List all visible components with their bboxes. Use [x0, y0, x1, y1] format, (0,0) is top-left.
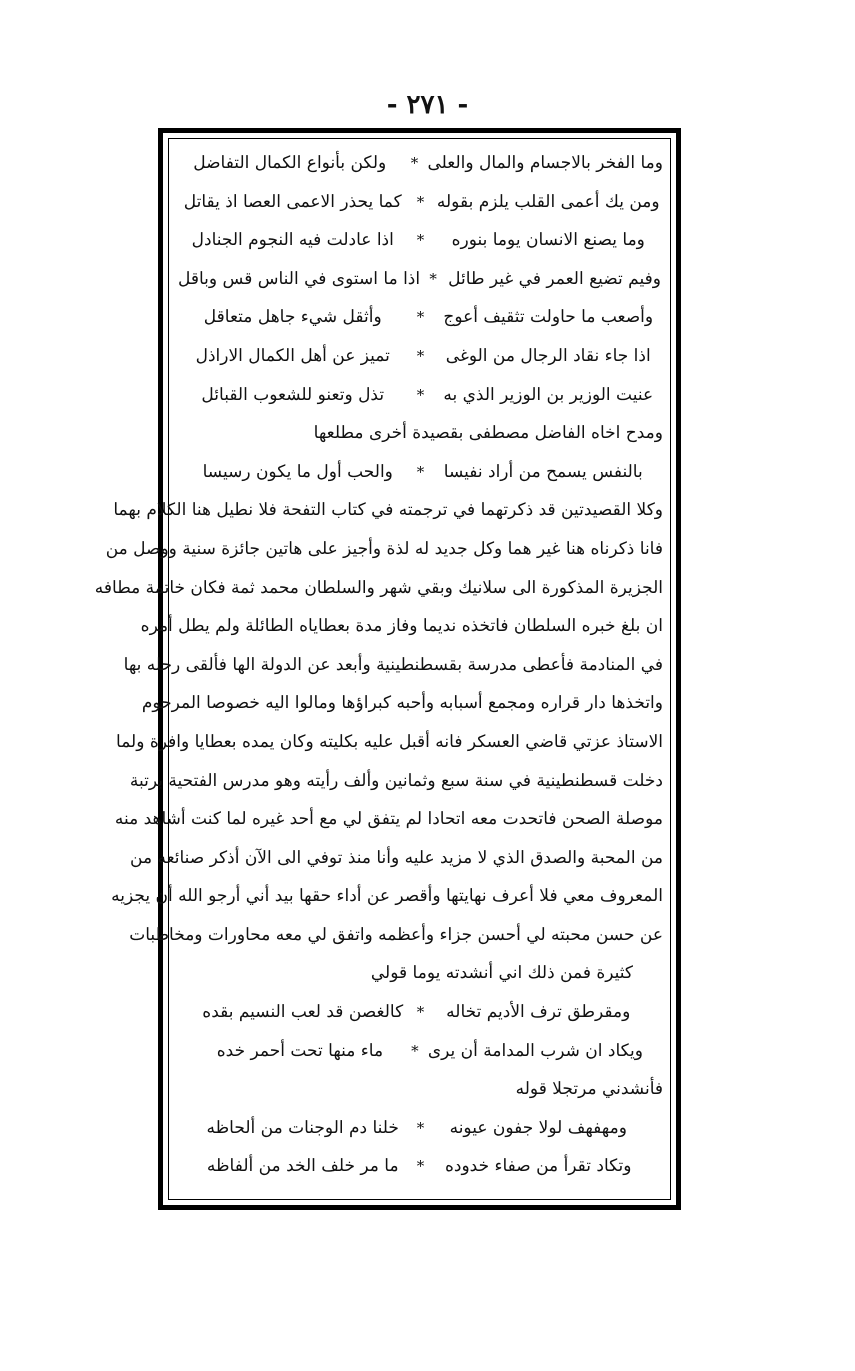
verse-separator-star: *: [416, 231, 425, 250]
opening-verse: [178, 453, 663, 492]
hemistich-first: ومن يك أعمى القلب يلزم بقوله: [436, 191, 660, 212]
paragraph-line: وكلا القصيدتين قد ذكرتهما في ترجمته في كتاب التفحة فلا نطيل هنا الكلام بهما: [113, 500, 663, 521]
verse-line: [178, 221, 663, 260]
verse-line: [178, 298, 663, 337]
hemistich-second: وأثقل شيء جاهل متعاقل: [203, 307, 382, 328]
hemistich-first: وفيم تضيع العمر في غير طائل: [448, 268, 661, 289]
hemistich-second: تميز عن أهل الكمال الاراذل: [195, 345, 390, 366]
paragraph-line: من المحبة والصدق الذي لا مزيد عليه وأنا منذ توفي الى الآن أذكر صنائعه من: [130, 847, 663, 868]
hemistich-first: ومقرطق ترف الأديم تخاله: [446, 1002, 631, 1023]
intro-line: ومدح اخاه الفاضل مصطفى بقصيدة أخرى مطلعها: [313, 423, 663, 444]
hemistich-first: وأصعب ما حاولت تثقيف أعوج: [443, 307, 654, 328]
paragraph-line: كثيرة فمن ذلك اني أنشدته يوما قولي: [370, 963, 633, 984]
page-number: - ٢٧١ -: [386, 90, 469, 120]
hemistich-second: اذا ما استوى في الناس قس وباقل: [178, 268, 421, 289]
verse-separator-star: *: [416, 1003, 425, 1022]
verse-line: [178, 183, 663, 222]
hemistich-second: كالغصن قد لعب النسيم بقده: [202, 1002, 404, 1023]
hemistich-second: كما يحذر الاعمى العصا اذ يقاتل: [183, 191, 402, 212]
verse-separator-star: *: [416, 385, 425, 404]
hemistich-first: ومهفهف لولا جفون عيونه: [449, 1117, 627, 1138]
paragraph-line: عن حسن محبته لي أحسن جزاء وأعظمه واتفق لي معه محاورات ومخاطبات: [129, 924, 663, 945]
verse-separator-star: *: [416, 1157, 425, 1176]
paragraph-line: واتخذها دار قراره ومجمع أسبابه وأحبه كبراؤها ومالوا اليه خصوصا المرحوم: [141, 693, 663, 714]
verse-line: [178, 260, 663, 299]
paragraph-line: موصلة الصحن فاتحدت معه اتحادا لم يتفق لي مع أحد غيره لما كنت أشاهد منه: [114, 809, 663, 830]
paragraph-line: الجزيرة المذكورة الى سلانيك وبقي شهر والسلطان محمد ثمة فكان خاتمة مطافه: [94, 577, 663, 598]
verse-separator-star: *: [411, 1041, 419, 1060]
verse-separator-star: *: [410, 154, 419, 172]
paragraph-line: الاستاذ عزتي قاضي العسكر فانه أقبل عليه بكليته وكان يمده بعطايا وافرة ولما: [116, 731, 663, 752]
hemistich-second: والحب أول ما يكون رسيسا: [202, 461, 393, 482]
hemistich-second: ولكن بأنواع الكمال التفاضل: [193, 153, 387, 173]
paragraph-line: ان بلغ خبره السلطان فاتخذه نديما وفاز مدة بعطاياه الطائلة ولم يطل أمره: [140, 616, 663, 637]
paragraph-line: فانا ذكرناه هنا غير هما وكل جديد له لذة وأجيز على هاتين جائزة سنية ووصل من: [105, 538, 663, 559]
hemistich-first: وما الفخر بالاجسام والمال والعلى: [427, 153, 663, 173]
biography-paragraph: [94, 491, 663, 993]
verses-author: [178, 993, 663, 1070]
verse-line: [178, 1109, 663, 1148]
verse-line: [178, 144, 663, 183]
recite-line: فأنشدني مرتجلا قوله: [515, 1079, 663, 1100]
verse-separator-star: *: [416, 346, 425, 365]
verse-separator-star: *: [416, 462, 425, 481]
hemistich-second: اذا عادلت فيه النجوم الجنادل: [191, 230, 394, 251]
verse-separator-star: *: [416, 1118, 425, 1137]
hemistich-first: عنيت الوزير بن الوزير الذي به: [443, 384, 654, 405]
verses-praise-vizier: [178, 144, 663, 414]
hemistich-second: خلنا دم الوجنات من ألحاظه: [206, 1117, 399, 1138]
hemistich-second: ما مر خلف الخد من ألفاظه: [206, 1156, 399, 1177]
hemistich-second: ماء منها تحت أحمر خده: [216, 1040, 384, 1061]
verse-line: [178, 1032, 663, 1071]
verse-line: [178, 337, 663, 376]
verse-separator-star: *: [416, 308, 425, 327]
verse-separator-star: *: [429, 269, 437, 288]
hemistich-first: وتكاد تقرأ من صفاء خدوده: [444, 1156, 632, 1177]
paragraph-line: المعروف معي فلا أعرف نهايتها وأقصر عن أداء حقها بيد أني أرجو الله أن يجزيه: [111, 886, 663, 907]
page-content: [94, 144, 663, 1186]
hemistich-second: تذل وتعنو للشعوب القبائل: [201, 384, 385, 405]
paragraph-line: دخلت قسطنطينية في سنة سبع وثمانين وألف رأيته وهو مدرس الفتحية برتبة: [129, 770, 663, 791]
verse-line: [178, 1147, 663, 1186]
verse-line: [178, 376, 663, 415]
verse-separator-star: *: [416, 192, 425, 211]
hemistich-first: اذا جاء نقاد الرجال من الوغى: [445, 345, 651, 366]
verses-improvised: [178, 1109, 663, 1186]
paragraph-line: في المنادمة فأعطى مدرسة بقسطنطينية وأبعد عن الدولة الها فألقى رحله بها: [123, 654, 663, 675]
hemistich-first: ويكاد ان شرب المدامة أن يرى: [427, 1040, 643, 1061]
hemistich-first: وما يصنع الانسان يوما بنوره: [451, 230, 645, 251]
hemistich-first: بالنفس يسمح من أراد نفيسا: [443, 461, 643, 482]
verse-line: [178, 993, 663, 1032]
